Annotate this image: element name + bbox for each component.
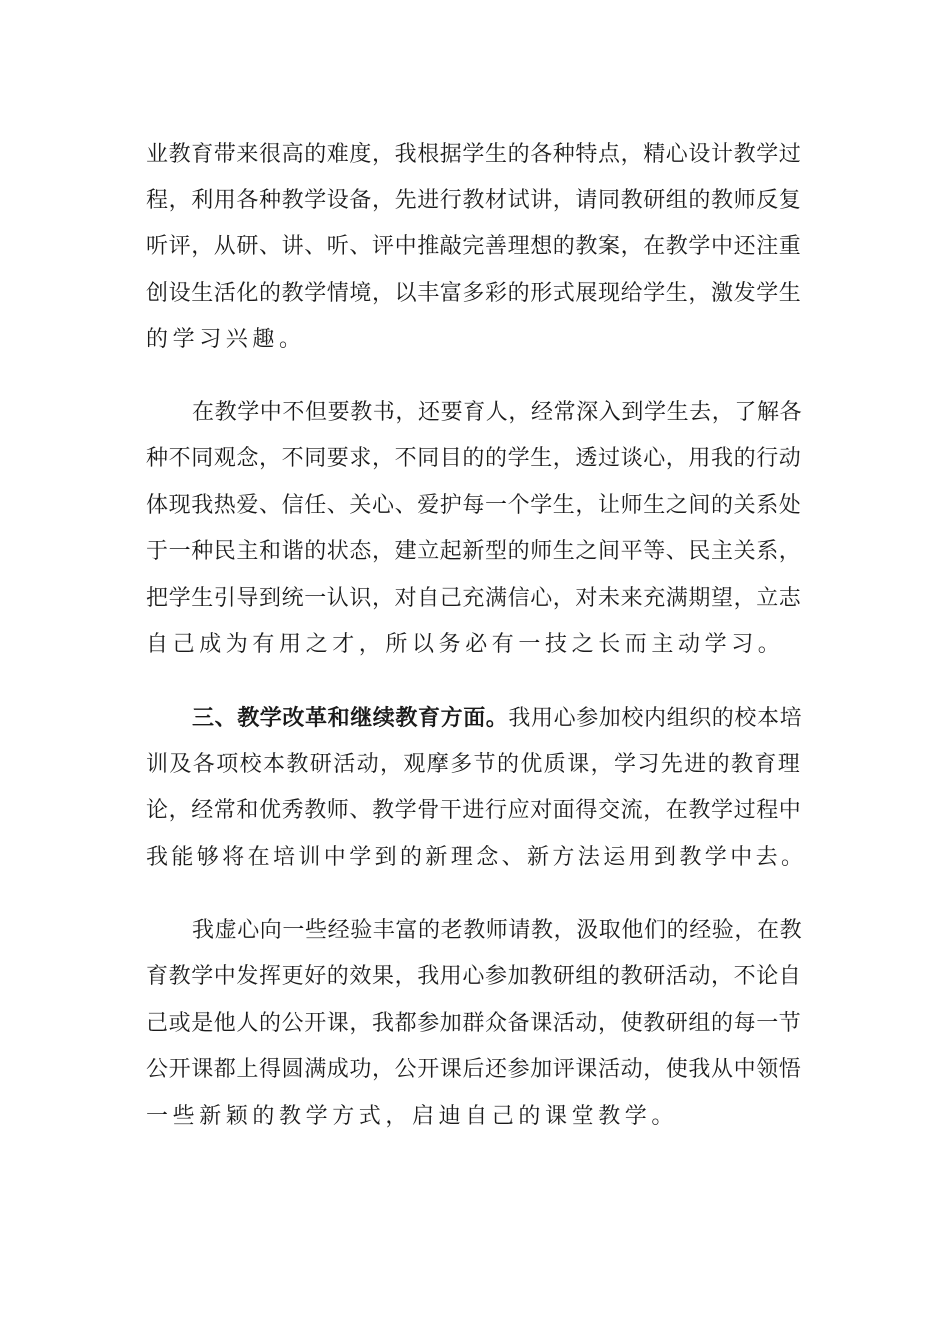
paragraph-line: 公开课都上得圆满成功，公开课后还参加评课活动，使我从中领悟 [146, 1057, 802, 1082]
paragraph-line: 种不同观念，不同要求，不同目的的学生，透过谈心，用我的行动 [146, 446, 802, 471]
section-heading: 三、教学改革和继续教育方面。 [192, 706, 509, 731]
paragraph-line: 在教学中不但要教书，还要育人，经常深入到学生去，了解各 [192, 400, 803, 425]
paragraph-line: 体现我热爱、信任、关心、爱护每一个学生，让师生之间的关系处 [146, 493, 802, 518]
paragraph-line: 程，利用各种教学设备，先进行教材试讲，请同教研组的教师反复 [146, 188, 802, 213]
paragraph-line: 听评，从研、讲、听、评中推敲完善理想的教案，在教学中还注重 [146, 234, 802, 259]
paragraph-line: 论，经常和优秀教师、教学骨干进行应对面得交流，在教学过程中 [146, 798, 802, 823]
paragraph-line: 的学习兴趣。 [146, 327, 306, 352]
paragraph-line: 育教学中发挥更好的效果，我用心参加教研组的教研活动，不论自 [146, 964, 802, 989]
paragraph-line: 把学生引导到统一认识，对自己充满信心，对未来充满期望，立志 [146, 586, 802, 611]
paragraph-line: 业教育带来很高的难度，我根据学生的各种特点，精心设计教学过 [146, 142, 802, 167]
paragraph-line: 创设生活化的教学情境，以丰富多彩的形式展现给学生，激发学生 [146, 281, 802, 306]
paragraph-line: 自己成为有用之才，所以务必有一技之长而主动学习。 [146, 632, 785, 657]
paragraph-line: 我能够将在培训中学到的新理念、新方法运用到教学中去。 [146, 845, 807, 870]
paragraph-line: 一些新颖的教学方式，启迪自己的课堂教学。 [146, 1104, 679, 1129]
paragraph-line: 训及各项校本教研活动，观摩多节的优质课，学习先进的教育理 [146, 752, 802, 777]
paragraph-line: 己或是他人的公开课，我都参加群众备课活动，使教研组的每一节 [146, 1011, 802, 1036]
paragraph-line [192, 704, 802, 734]
paragraph-text: 我用心参加校内组织的校本培 [508, 706, 803, 731]
paragraph-line: 我虚心向一些经验丰富的老教师请教，汲取他们的经验，在教 [192, 918, 803, 943]
paragraph-line: 于一种民主和谐的状态，建立起新型的师生之间平等、民主关系， [146, 539, 802, 564]
